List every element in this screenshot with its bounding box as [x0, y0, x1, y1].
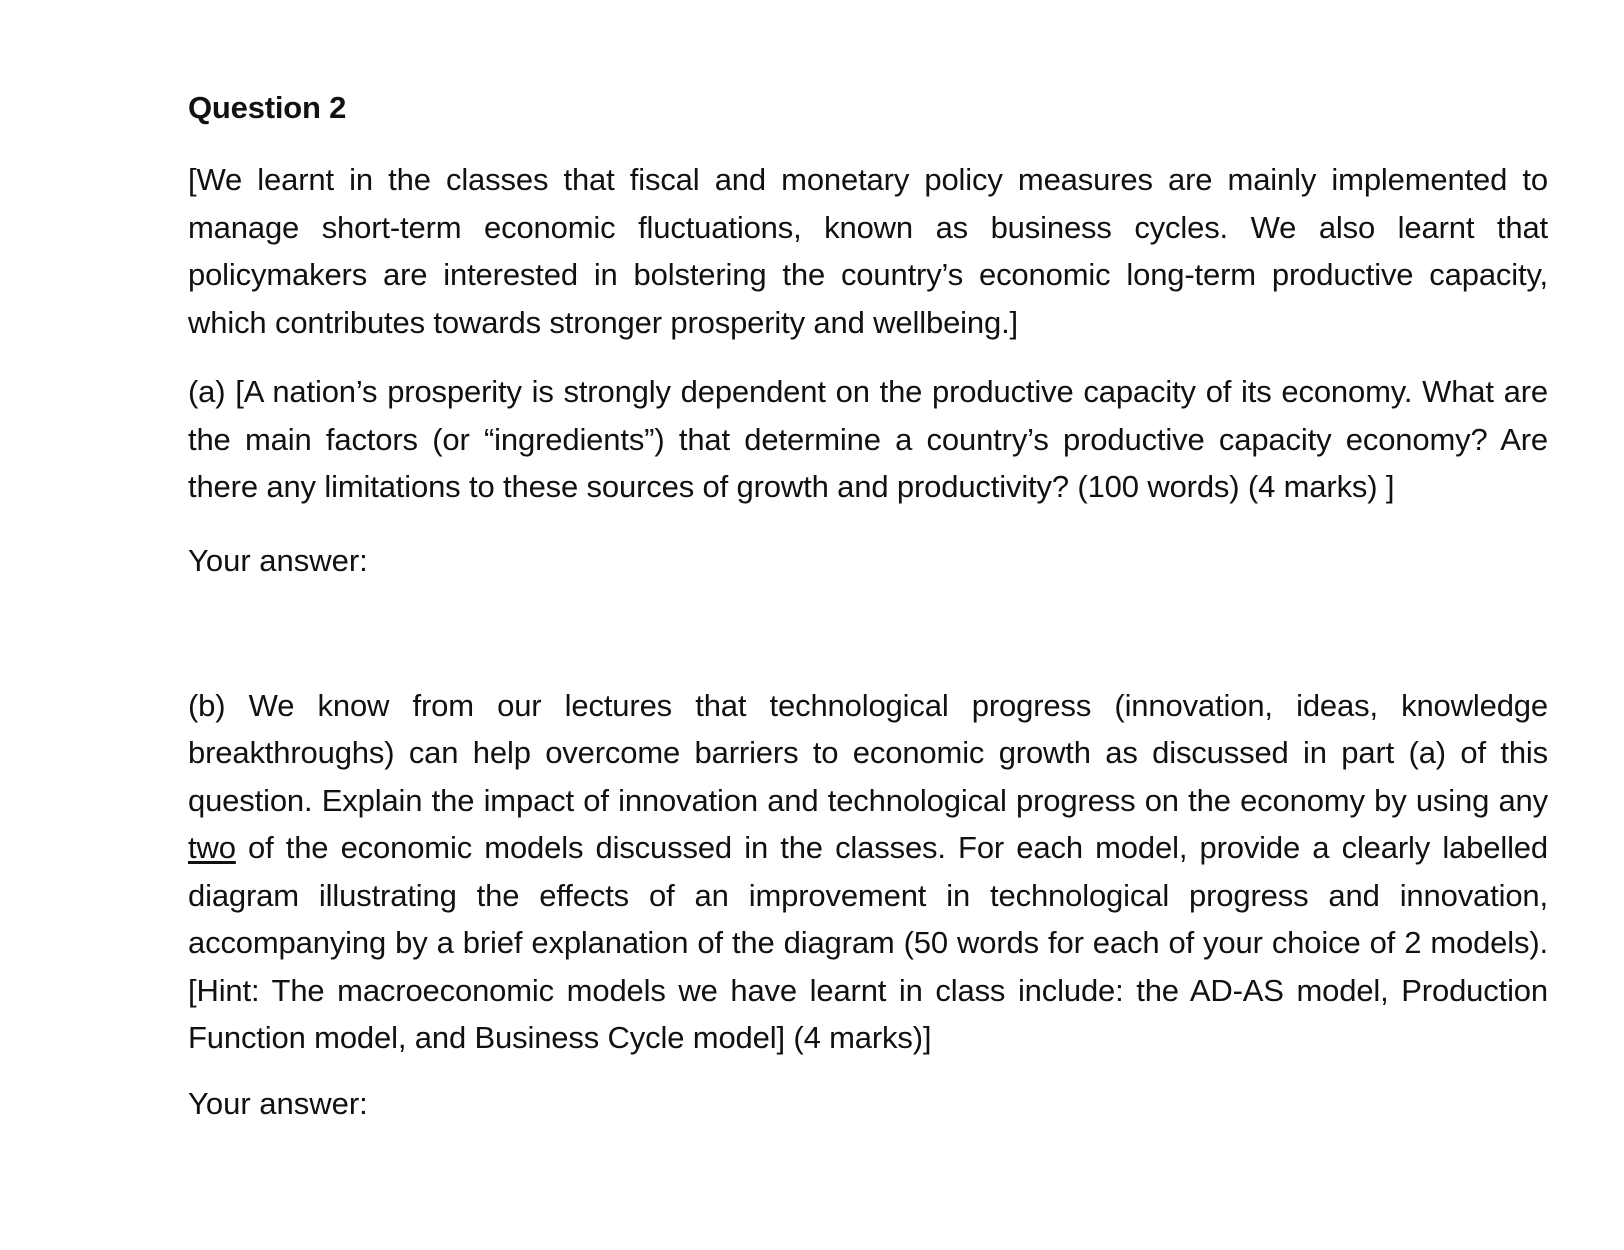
part-b-pre: (b) We know from our lectures that technological progress (innovation, ideas, knowledge breakthroughs) can help overcome barriers to economic growth as discussed in part (a) of this question. Explain the impact of innovation and technological progress on the economy by using any	[188, 687, 1548, 818]
answer-label-a: Your answer:	[188, 542, 368, 578]
part-b-underlined: two	[188, 830, 236, 865]
part-a-text: (a) [A nation’s prosperity is strongly dependent on the productive capacity of its economy. What are the main factors (or “ingredients”) that determine a country’s productive capacity economy? Are there any limitations to these sources of growth and productivity? (100 words) (4 marks) ]	[188, 374, 1548, 504]
question-intro: [We learnt in the classes that fiscal and monetary policy measures are mainly implemented to manage short-term economic fluctuations, known as business cycles. We also learnt that policymakers are interested in bolstering the country’s economic long-term productive capacity, which contributes towards stronger prosperity and wellbeing.]	[188, 162, 1548, 340]
document-page	[188, 88, 1548, 1127]
answer-label-b: Your answer:	[188, 1085, 368, 1121]
question-title: Question 2	[188, 90, 347, 125]
part-b-text	[188, 682, 1548, 1062]
part-b-post: of the economic models discussed in the classes. For each model, provide a clearly labelled diagram illustrating the effects of an improvement in technological progress and innovation, accompanying by a brief explanation of the diagram (50 words for each of your choice of 2 models). [Hint: The macroeconomic models we have learnt in class include: the AD-AS model, Production Function model, and Business Cycle model] (4 marks)]	[188, 830, 1548, 1055]
